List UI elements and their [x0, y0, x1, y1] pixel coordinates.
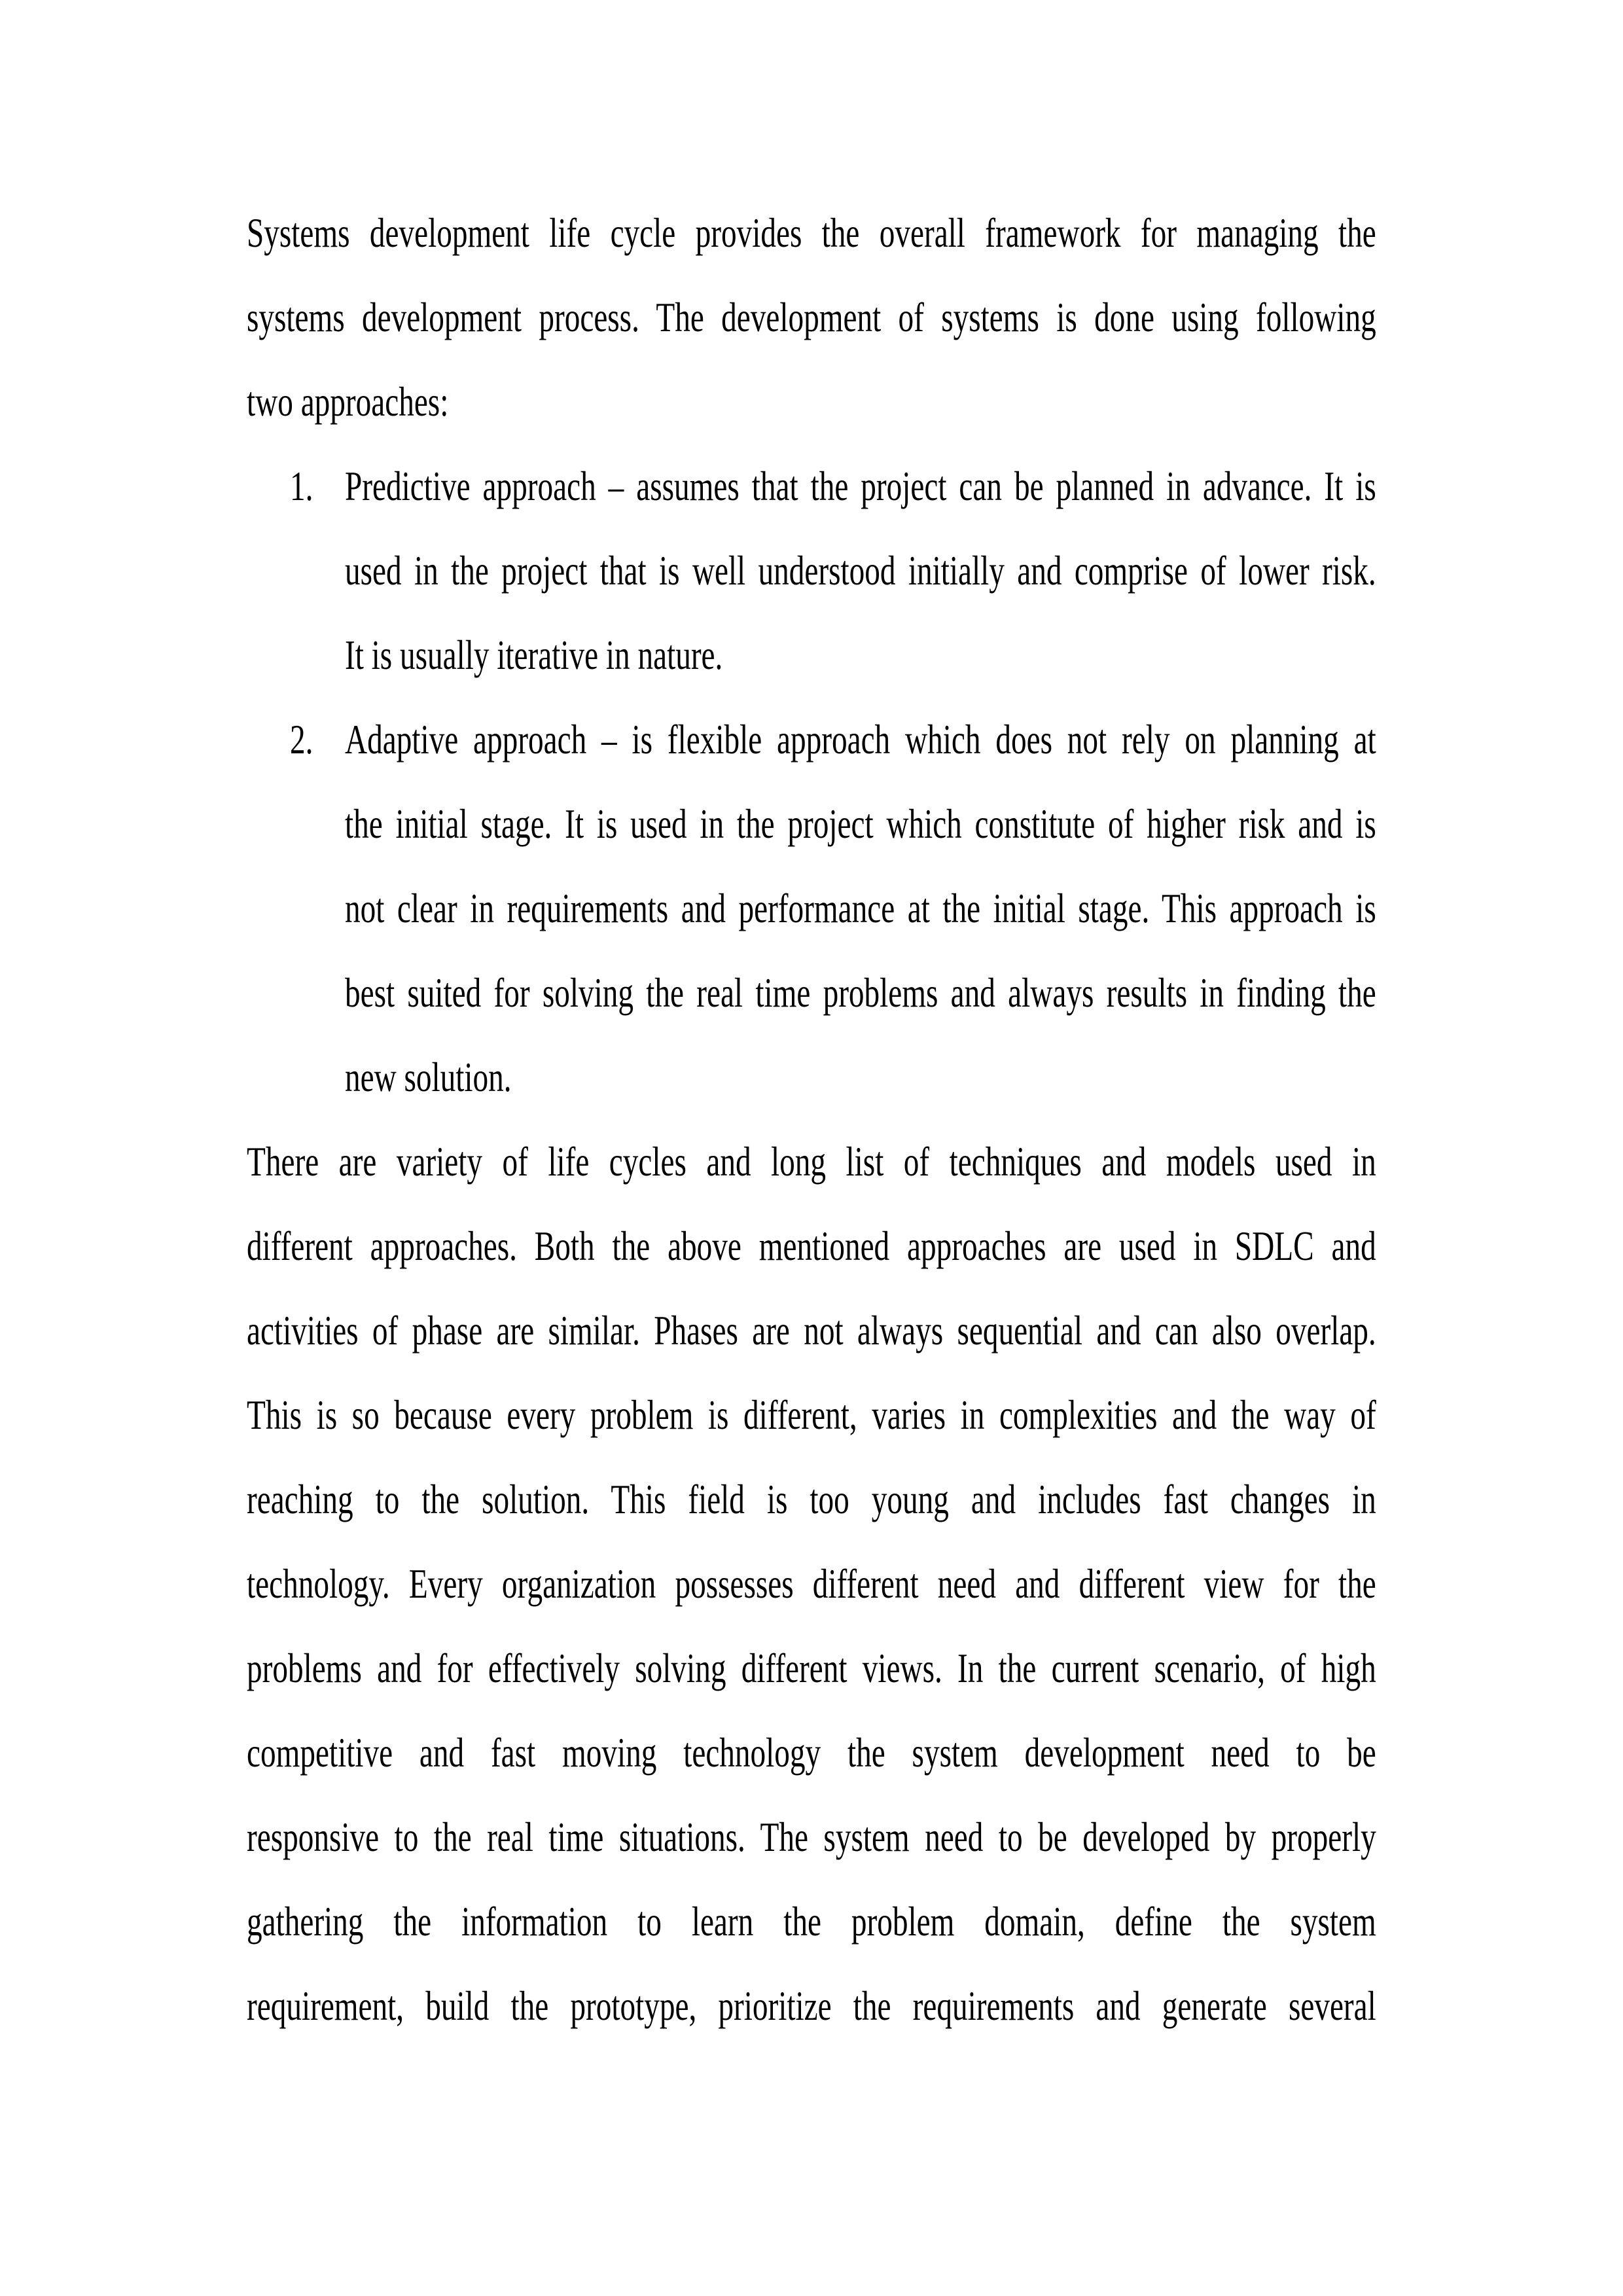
paragraph-line: [247, 1289, 1376, 1373]
text-run: different approaches. Both the above mentioned approaches are used in SDLC and: [247, 1223, 1376, 1269]
paragraph-line: [247, 1120, 1376, 1204]
text-run: reaching to the solution. This field is too young and includes fast changes in: [247, 1477, 1376, 1522]
text-run: new solution.: [345, 1054, 512, 1100]
text-run: competitive and fast moving technology the system development need to be: [247, 1730, 1376, 1776]
paragraph-line: [247, 1542, 1376, 1626]
list-item-line: [247, 444, 1376, 529]
paragraph-line: [247, 276, 1376, 360]
list-item-line: [247, 698, 1376, 782]
paragraph-line: [247, 1626, 1376, 1711]
text-run: requirement, build the prototype, prioritize the requirements and generate several: [247, 1983, 1376, 2029]
document-body: [247, 191, 1376, 2049]
text-run: This is so because every problem is different, varies in complexities and the way of: [247, 1392, 1376, 1438]
text-run: Adaptive approach – is flexible approach which does not rely on planning at: [345, 717, 1376, 762]
text-run: two approaches:: [247, 379, 449, 425]
list-item-line: [247, 529, 1376, 613]
list-item-line: [247, 951, 1376, 1035]
paragraph-line: [247, 1880, 1376, 1964]
paragraph-line: [247, 1204, 1376, 1289]
text-run: used in the project that is well understood initially and comprise of lower risk.: [345, 548, 1376, 594]
text-run: activities of phase are similar. Phases are not always sequential and can also overlap.: [247, 1308, 1376, 1354]
paragraph-line: [247, 1711, 1376, 1795]
paragraph-line: [247, 360, 1376, 444]
text-run: gathering the information to learn the problem domain, define the system: [247, 1899, 1376, 1945]
text-run: There are variety of life cycles and long list of techniques and models used in: [247, 1139, 1376, 1185]
list-item-line: [247, 867, 1376, 951]
list-item-line: [247, 1035, 1376, 1120]
text-run: responsive to the real time situations. The system need to be developed by properly: [247, 1814, 1376, 1860]
text-run: technology. Every organization possesses different need and different view for the: [247, 1561, 1376, 1607]
paragraph-line: [247, 1458, 1376, 1542]
text-run: Predictive approach – assumes that the project can be planned in advance. It is: [345, 463, 1376, 509]
text-run: It is usually iterative in nature.: [345, 632, 723, 678]
paragraph-line: [247, 1373, 1376, 1458]
text-run: best suited for solving the real time problems and always results in finding the: [345, 970, 1376, 1016]
list-number: 2.: [290, 717, 313, 762]
text-run: problems and for effectively solving different views. In the current scenario, of high: [247, 1645, 1376, 1691]
text-run: not clear in requirements and performance at the initial stage. This approach is: [345, 886, 1376, 931]
list-number: 1.: [290, 463, 313, 509]
text-run: systems development process. The development of systems is done using following: [247, 295, 1376, 340]
paragraph-line: [247, 191, 1376, 276]
paragraph-line: [247, 1964, 1376, 2049]
list-item-line: [247, 613, 1376, 698]
list-item-line: [247, 782, 1376, 867]
text-run: Systems development life cycle provides the overall framework for managing the: [247, 210, 1376, 256]
paragraph-line: [247, 1795, 1376, 1880]
text-run: the initial stage. It is used in the project which constitute of higher risk and is: [345, 801, 1376, 847]
